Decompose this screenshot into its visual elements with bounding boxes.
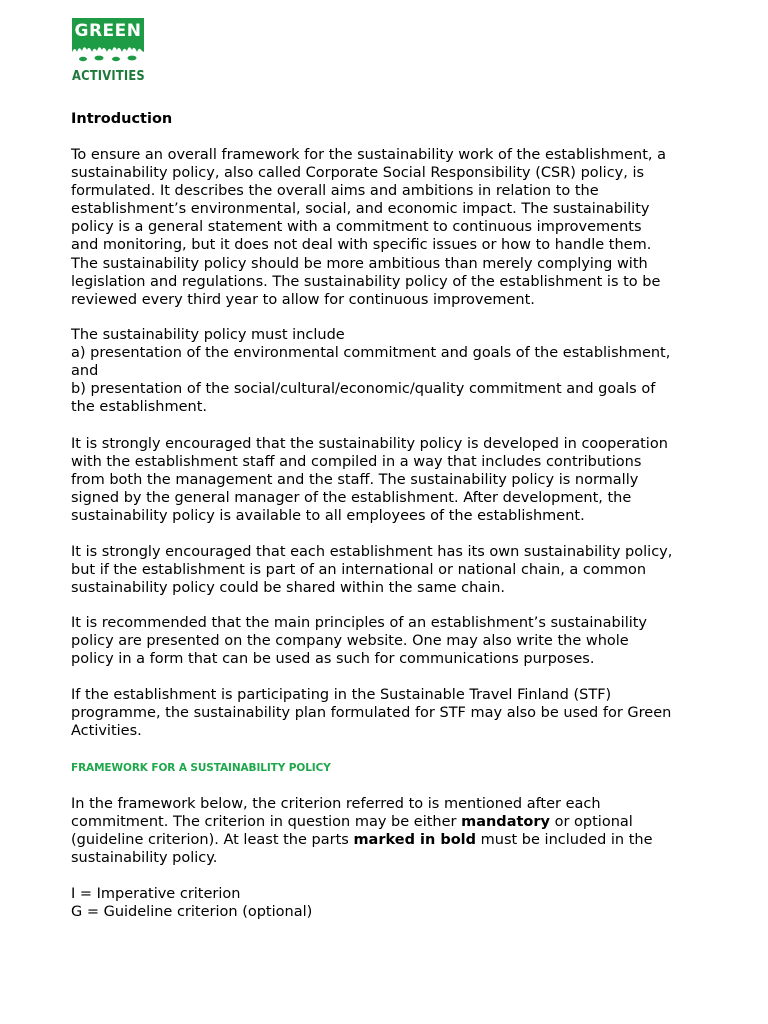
text-line: programme, the sustainability plan formulated for STF may also be used for Green [71, 705, 672, 722]
text-line: In the framework below, the criterion referred to is mentioned after each [71, 796, 601, 812]
text-fragment: or optional [549, 814, 633, 831]
introduction-heading: Introduction [71, 111, 173, 127]
intro-paragraph-1 [71, 146, 711, 309]
text-line: policy in a form that can be used as such for communications purposes. [71, 651, 595, 668]
text-fragment: must be included in the [476, 832, 653, 849]
text-line: sustainability policy could be shared within the same chain. [71, 580, 506, 597]
text-line: formulated. It describes the overall aims and ambitions in relation to the [71, 183, 599, 200]
framework-section-heading: FRAMEWORK FOR A SUSTAINABILITY POLICY [71, 762, 331, 774]
text-line: and monitoring, but it does not deal with specific issues or how to handle them. [71, 237, 652, 254]
text-line: and [71, 363, 99, 380]
bold-text-marked-in-bold: marked in bold [353, 832, 477, 849]
intro-paragraph-5 [71, 614, 711, 668]
text-line: If the establishment is participating in the Sustainable Travel Finland (STF) [71, 687, 612, 703]
text-line: signed by the general manager of the establishment. After development, the [71, 490, 632, 507]
text-fragment: commitment. The criterion in question may be either [71, 814, 462, 831]
logo-bottom-text: ACTIVITIES [72, 67, 145, 84]
intro-paragraph-6 [71, 686, 711, 740]
text-fragment: (guideline criterion). At least the parts [71, 832, 354, 849]
text-line: It is strongly encouraged that the sustainability policy is developed in cooperation [71, 436, 668, 452]
text-line: legislation and regulations. The sustainability policy of the establishment is to be [71, 273, 661, 290]
text-line: The sustainability policy should be more ambitious than merely complying with [71, 255, 648, 272]
text-line: It is strongly encouraged that each establishment has its own sustainability policy, [71, 544, 673, 560]
legend-imperative: I = Imperative criterion [71, 886, 241, 902]
intro-paragraph-3 [71, 435, 711, 525]
text-line: but if the establishment is part of an international or national chain, a common [71, 562, 647, 579]
text-line: The sustainability policy must include [71, 327, 345, 343]
text-line: It is recommended that the main principles of an establishment’s sustainability [71, 615, 648, 631]
bold-text-mandatory: mandatory [461, 814, 550, 831]
text-line: policy are presented on the company website. One may also write the whole [71, 633, 629, 650]
text-line [71, 831, 711, 849]
text-line: policy is a general statement with a commitment to continuous improvements [71, 219, 642, 236]
text-line: b) presentation of the social/cultural/economic/quality commitment and goals of [71, 381, 656, 398]
legend-guideline: G = Guideline criterion (optional) [71, 904, 313, 921]
criterion-legend [71, 885, 711, 921]
logo-green-box [72, 18, 144, 64]
text-line: sustainability policy. [71, 850, 218, 867]
text-line: Activities. [71, 723, 142, 740]
text-line: the establishment. [71, 399, 207, 416]
text-line: establishment’s environmental, social, and economic impact. The sustainability [71, 201, 650, 218]
logo-top-text: GREEN [74, 21, 142, 41]
green-activities-logo [72, 18, 145, 84]
text-line: sustainability policy is available to all employees of the establishment. [71, 508, 585, 525]
framework-paragraph [71, 795, 711, 867]
logo-grass-icon [72, 42, 144, 64]
text-line [71, 813, 711, 831]
text-line: sustainability policy, also called Corporate Social Responsibility (CSR) policy, is [71, 165, 645, 182]
text-line: To ensure an overall framework for the sustainability work of the establishment, a [71, 147, 667, 163]
text-line: reviewed every third year to allow for continuous improvement. [71, 291, 535, 308]
text-line: from both the management and the staff. The sustainability policy is normally [71, 472, 639, 489]
text-line: with the establishment staff and compiled in a way that includes contributions [71, 454, 642, 471]
intro-paragraph-2 [71, 326, 711, 416]
text-line: a) presentation of the environmental commitment and goals of the establishment, [71, 345, 671, 362]
intro-paragraph-4 [71, 543, 711, 597]
